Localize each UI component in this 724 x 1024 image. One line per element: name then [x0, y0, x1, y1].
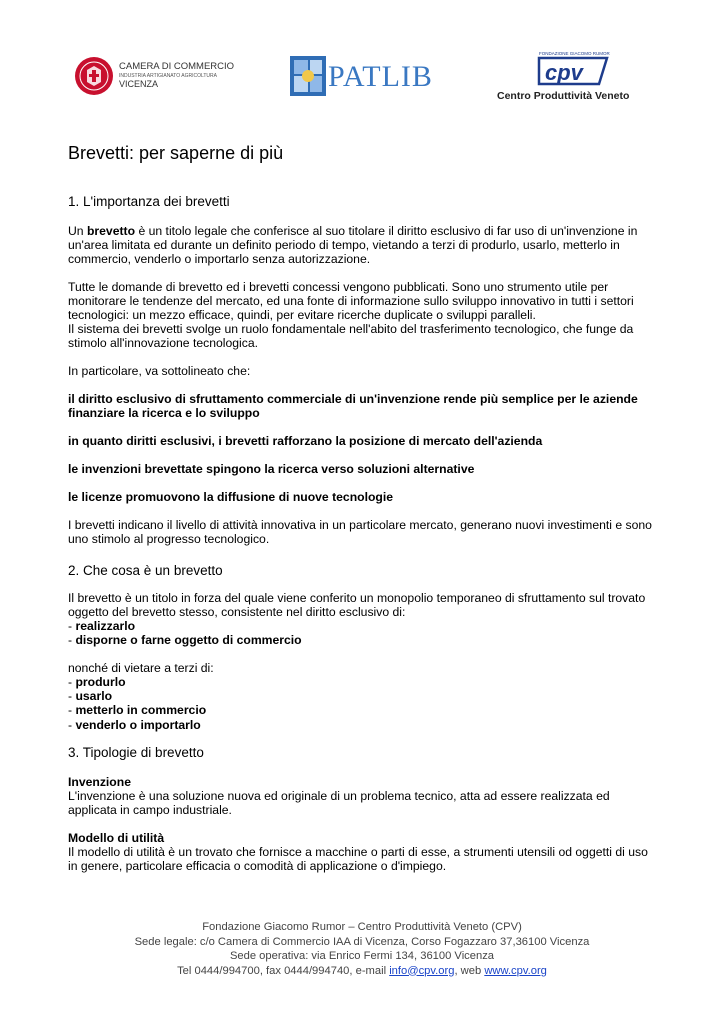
section-1-bullet-2: in quanto diritti esclusivi, i brevetti rafforzano la posizione di mercato dell'azienda — [68, 434, 543, 448]
section-1-heading: 1. L'importanza dei brevetti — [68, 194, 230, 209]
section-2-list-2 — [68, 675, 658, 732]
list-item — [68, 703, 658, 717]
invenzione-description: L'invenzione è una soluzione nuova ed originale di un problema tecnico, atta ad essere realizzata ed applicata in campo industriale. — [68, 789, 610, 818]
footer-web-link[interactable]: www.cpv.org — [484, 964, 547, 977]
footer-line-1: Fondazione Giacomo Rumor – Centro Produttività Veneto (CPV) — [202, 921, 522, 933]
dash: - — [68, 703, 76, 718]
modello-utilita-term: Modello di utilità — [68, 831, 165, 845]
list-item — [68, 718, 658, 732]
section-3-heading: 3. Tipologie di brevetto — [68, 745, 204, 760]
list-item-text: usarlo — [75, 689, 113, 704]
invenzione-term: Invenzione — [68, 775, 131, 789]
dash: - — [68, 675, 76, 689]
page-title: Brevetti: per saperne di più — [68, 143, 284, 163]
list-item-text: produrlo — [75, 675, 126, 689]
section-1-bullet-1: il diritto esclusivo di sfruttamento commerciale di un'invenzione rende più semplice per le aziende finanziare la ricerca e lo sviluppo — [68, 392, 638, 421]
p1-text-c: è un titolo legale che conferisce al suo titolare il diritto esclusivo di far uso di un'invenzione in un'area limitata ed durante un definito periodo di tempo, vietando a terzi di produrlo, usarlo, metterlo in commercio, venderlo o importarlo senza autorizzazione. — [68, 224, 638, 267]
list-item — [68, 633, 658, 647]
section-1-paragraph-5: I brevetti indicano il livello di attività innovativa in un particolare mercato, generano nuovi investimenti e sono uno stimolo al progresso tecnologico. — [68, 518, 652, 547]
section-2-paragraph-2: nonché di vietare a terzi di: — [68, 661, 214, 675]
section-2-list-1 — [68, 619, 658, 647]
cpv-mark-icon — [537, 56, 609, 86]
patlib-logo — [290, 50, 433, 100]
dash: - — [68, 717, 76, 732]
footer-web-text: , web — [454, 964, 485, 977]
modello-utilita-description: Il modello di utilità è un trovato che fornisce a macchine o parti di esse, a strumenti utensili od oggetti di uso in genere, particolare efficacia o comodità di applicazione o d'impiego. — [68, 845, 648, 874]
footer-contact-text: Tel 0444/994700, fax 0444/994740, e-mail — [177, 964, 390, 977]
patlib-grid-icon — [290, 56, 326, 96]
list-item-text: disporne o farne oggetto di commercio — [75, 633, 302, 648]
section-1-paragraph-3: Il sistema dei brevetti svolge un ruolo fondamentale nell'abito del trasferimento tecnologico, che funge da stimolo all'innovazione tecnologica. — [68, 322, 634, 351]
list-item — [68, 689, 658, 703]
cpv-foundation-text: FONDAZIONE GIACOMO RUMOR — [539, 51, 610, 56]
list-item — [68, 675, 658, 689]
footer-line-2: Sede legale: c/o Camera di Commercio IAA di Vicenza, Corso Fogazzaro 37,36100 Vicenza — [134, 935, 590, 948]
page-footer — [0, 920, 724, 978]
list-item-text: realizzarlo — [75, 619, 136, 633]
section-1-paragraph-1 — [68, 224, 658, 267]
section-1-bullet-3: le invenzioni brevettate spingono la ricerca verso soluzioni alternative — [68, 462, 475, 476]
header-logos — [0, 48, 724, 108]
dash: - — [68, 689, 76, 704]
list-item-text: metterlo in commercio — [75, 703, 207, 718]
footer-line-4 — [0, 964, 724, 979]
cciaa-city: VICENZA — [119, 78, 159, 89]
cciaa-sub: INDUSTRIA ARTIGIANATO AGRICOLTURA — [119, 72, 217, 79]
section-1-bullet-4: le licenze promuovono la diffusione di nuove tecnologie — [68, 490, 394, 504]
cciaa-seal-icon — [74, 56, 114, 96]
dash: - — [68, 633, 76, 648]
cpv-mark-text: cpv — [545, 60, 583, 85]
section-2-paragraph-1: Il brevetto è un titolo in forza del quale viene conferito un monopolio temporaneo di sfruttamento sul trovato oggetto del brevetto stesso, consistente nel diritto esclusivo di: — [68, 591, 646, 620]
list-item — [68, 619, 658, 633]
cpv-name: Centro Produttività Veneto — [497, 90, 630, 102]
cciaa-name: CAMERA DI COMMERCIO — [119, 61, 235, 72]
section-1-paragraph-2: Tutte le domande di brevetto ed i brevetti concessi vengono pubblicati. Sono uno strumento utile per monitorare le tendenze del mercato, ed una fonte di informazione sullo sviluppo innovativo in tutti i settori tecnologici: un mezzo efficace, quindi, per evitare ricerche duplicate o sviluppi paralleli. — [68, 280, 634, 323]
camera-di-commercio-logo — [74, 54, 234, 98]
section-1-paragraph-4: In particolare, va sottolineato che: — [68, 364, 251, 378]
section-2-heading: 2. Che cosa è un brevetto — [68, 563, 223, 578]
footer-email-link[interactable]: info@cpv.org — [389, 964, 455, 977]
cpv-logo — [497, 48, 657, 104]
list-item-text: venderlo o importarlo — [75, 717, 201, 732]
p1-text-brevetto: brevetto — [86, 224, 136, 238]
footer-line-3: Sede operativa: via Enrico Fermi 134, 36100 Vicenza — [229, 950, 495, 962]
patlib-wordmark: PATLIB — [328, 60, 433, 93]
dash: - — [68, 619, 76, 633]
p1-text-a: Un — [68, 224, 87, 238]
